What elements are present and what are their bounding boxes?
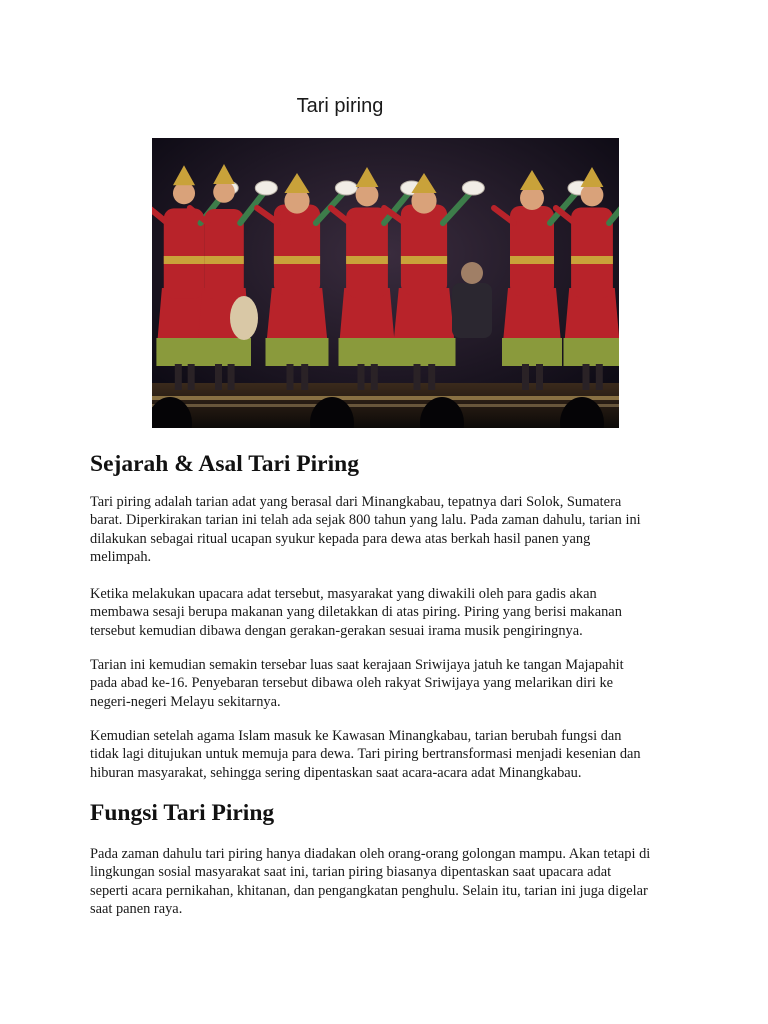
text-line: tersebut kemudian dibawa dengan gerakan-gerakan sesuai irama musik pengiringnya. [90,622,583,639]
text-line: Pada zaman dahulu tari piring hanya diadakan oleh orang-orang golongan mampu. Akan tetapi di [90,846,651,862]
text-line: Tarian ini kemudian semakin tersebar luas saat kerajaan Sriwijaya jatuh ke tangan Majapahit [90,657,624,673]
text-line: saat panen raya. [90,901,183,918]
paragraph [90,493,690,567]
text-line: tidak lagi ditujukan untuk memuja para dewa. Tari piring bertransformasi menjadi kesenian dan [90,746,641,763]
text-line: lingkungan sosial masyarakat saat ini, tarian piring biasanya dipentaskan saat upacara adat [90,864,612,881]
text-line: seperti acara pernikahan, khitanan, dan pengangkatan penghulu. Selain itu, tarian ini juga digelar [90,882,648,899]
text-line: Ketika melakukan upacara adat tersebut, masyarakat yang diwakili oleh para gadis akan [90,586,597,602]
text-line: membawa sesaji berupa makanan yang diletakkan di atas piring. Piring yang berisi makanan [90,604,622,621]
text-line: barat. Diperkirakan tarian ini telah ada sejak 800 tahun yang lalu. Pada zaman dahulu, tarian ini [90,512,641,529]
paragraph [90,585,690,640]
section-heading-fungsi: Fungsi Tari Piring [90,800,275,826]
text-line: melimpah. [90,549,152,566]
tari-piring-photo [152,138,619,428]
text-line: dilakukan sebagai ritual ucapan syukur kepada para dewa atas berkah hasil panen yang [90,530,591,547]
document-title: Tari piring [296,95,384,117]
paragraph [90,727,690,782]
text-line: Kemudian setelah agama Islam masuk ke Kawasan Minangkabau, tarian berubah fungsi dan [90,728,622,744]
paragraph [90,845,690,919]
section-heading-sejarah: Sejarah & Asal Tari Piring [90,451,359,477]
paragraph [90,656,690,711]
text-line: Tari piring adalah tarian adat yang berasal dari Minangkabau, tepatnya dari Solok, Sumatera [90,494,622,510]
text-line: hiburan masyarakat, sehingga sering dipentaskan saat acara-acara adat Minangkabau. [90,764,582,781]
text-line: pada abad ke-16. Penyebaran tersebut dibawa oleh rakyat Sriwijaya yang melarikan diri ke [90,675,614,692]
text-line: negeri-negeri Melayu sekitarnya. [90,693,281,710]
